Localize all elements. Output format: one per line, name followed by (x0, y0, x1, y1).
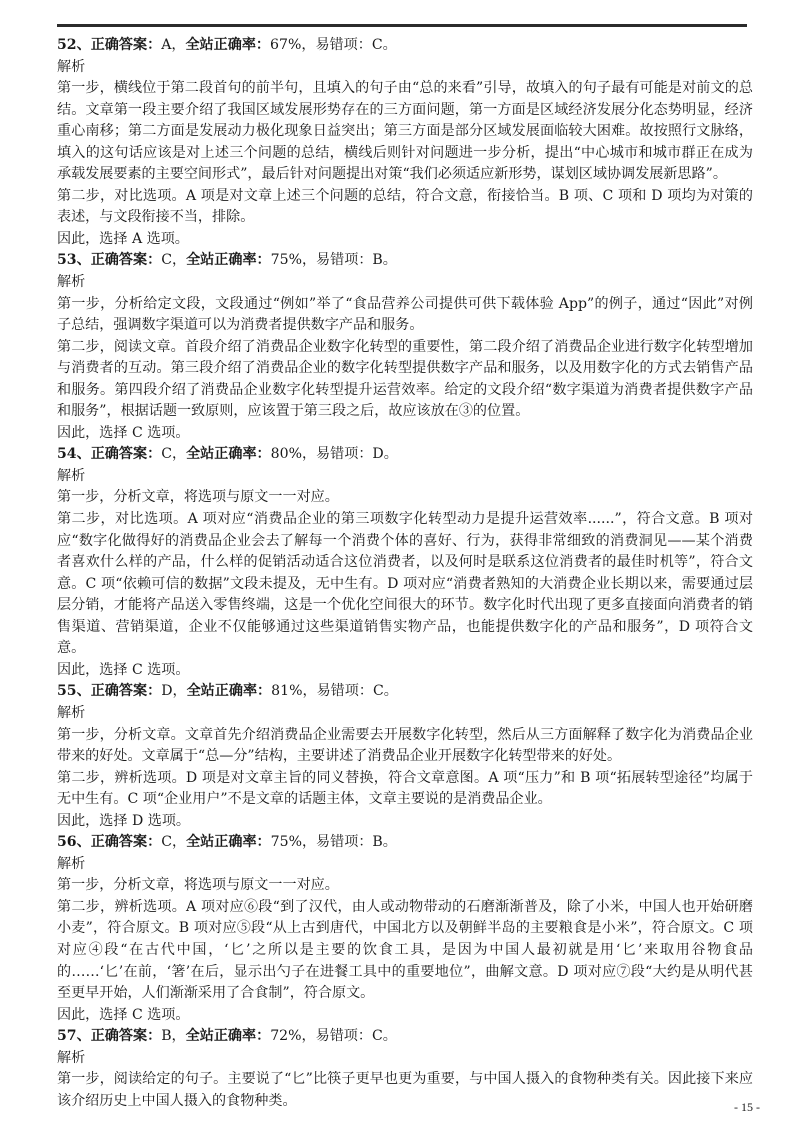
conclusion: 因此，选择 C 选项。 (57, 424, 190, 441)
conclusion: 因此，选择 C 选项。 (57, 1006, 190, 1023)
analysis-label: 解析 (57, 274, 86, 291)
analysis-label: 解析 (57, 1049, 86, 1066)
question-header-55: 55、正确答案：D，全站正确率：81%，易错项：C。 (57, 683, 398, 700)
conclusion: 因此，选择 D 选项。 (57, 812, 191, 829)
question-header-53: 53、正确答案：C，全站正确率：75%，易错项：B。 (57, 252, 397, 269)
paragraph: 第二步，辨析选项。A 项对应⑥段“到了汉代，由人或动物带动的石磨渐渐普及，除了小米，中国人也开始研磨小麦”，符合原文。B 项对应⑤段“从上古到唐代，中国北方以及朝鲜半岛的主要粮食是小米”，符合原文。C 项对应④段“在古代中国，‘匕’之所以是主要的饮食工具，是因为中国人最初就是用‘匕’来取用谷物食品的……‘匕’在前，‘箸’在后，显示出勺子在进餐工具中的重要地位”，曲解文意。D 项对应⑦段“大约是从明代甚至更早开始，人们渐渐采用了合食制”，符合原文。 (57, 898, 753, 1002)
analysis-label: 解析 (57, 704, 86, 721)
conclusion: 因此，选择 C 选项。 (57, 661, 190, 678)
question-header-56: 56、正确答案：C，全站正确率：75%，易错项：B。 (57, 834, 397, 851)
question-header-57: 57、正确答案：B，全站正确率：72%，易错项：C。 (57, 1028, 397, 1045)
analysis-label: 解析 (57, 855, 86, 872)
analysis-label: 解析 (57, 467, 86, 484)
paragraph: 第一步，分析文章，将选项与原文一一对应。 (57, 877, 339, 894)
page-number: - 15 - (734, 1100, 760, 1114)
paragraph: 第一步，横线位于第二段首句的前半句，且填入的句子由“总的来看”引导，故填入的句子最有可能是对前文的总结。文章第一段主要介绍了我国区域发展形势存在的三方面问题，第一方面是区域经济发展分化态势明显，经济重心南移；第二方面是发展动力极化现象日益突出；第三方面是部分区域发展面临较大困难。故按照行文脉络，填入的这句话应该是对上述三个问题的总结，横线后则针对问题进一步分析，提出“中心城市和城市群正在成为承载发展要素的主要空间形式”，最后针对问题提出对策“我们必须适应新形势，谋划区域协调发展新思路”。 (57, 80, 753, 183)
conclusion: 因此，选择 A 选项。 (57, 230, 189, 247)
paragraph: 第二步，对比选项。A 项对应“消费品企业的第三项数字化转型动力是提升运营效率......”，符合文意。B 项对应“数字化做得好的消费品企业会去了解每一个消费个体的喜好、行为，获得非常细致的消费洞见——某个消费者喜欢什么样的产品，什么样的促销活动适合这位消费者，以及何时是联系这位消费者的最佳时机等”，符合文意。C 项“依赖可信的数据”文段未提及，无中生有。D 项对应“消费者熟知的大消费企业长期以来，需要通过层层分销，才能将产品送入零售终端，这是一个优化空间很大的环节。数字化时代出现了更多直接面向消费者的销售渠道、营销渠道，企业不仅能够通过这些渠道销售实物产品，也能提供数字化的产品和服务”，D 项符合文意。 (57, 511, 753, 657)
question-header-54: 54、正确答案：C，全站正确率：80%，易错项：D。 (57, 446, 398, 463)
paragraph: 第二步，对比选项。A 项是对文章上述三个问题的总结，符合文意，衔接恰当。B 项、C 项和 D 项均为对策的表述，与文段衔接不当，排除。 (57, 187, 753, 226)
analysis-label: 解析 (57, 58, 86, 75)
document-body (57, 35, 753, 1112)
header-rule (57, 24, 747, 27)
paragraph: 第二步，辨析选项。D 项是对文章主旨的同义替换，符合文章意图。A 项“压力”和 B 项“拓展转型途径”均属于无中生有。C 项“企业用户”不是文章的话题主体，文章主要说的是消费品企业。 (57, 769, 753, 808)
paragraph: 第一步，分析文章。文章首先介绍消费品企业需要去开展数字化转型，然后从三方面解释了数字化为消费品企业带来的好处。文章属于“总—分”结构，主要讲述了消费品企业开展数字化转型带来的好处。 (57, 726, 753, 765)
question-header-52: 52、正确答案：A，全站正确率：67%，易错项：C。 (57, 37, 397, 53)
paragraph: 第一步，分析给定文段，文段通过“例如”举了“食品营养公司提供可供下载体验 App”的例子，通过“因此”对例子总结，强调数字渠道可以为消费者提供数字产品和服务。 (57, 295, 753, 334)
paragraph: 第一步，分析文章，将选项与原文一一对应。 (57, 489, 339, 506)
paragraph: 第二步，阅读文章。首段介绍了消费品企业数字化转型的重要性，第二段介绍了消费品企业进行数字化转型增加与消费者的互动。第三段介绍了消费品企业的数字化转型提供数字产品和服务，以及用数字化的方式去销售产品和服务。第四段介绍了消费品企业数字化转型提升运营效率。给定的文段介绍“数字渠道为消费者提供数字产品和服务”，根据话题一致原则，应该置于第三段之后，故应该放在③的位置。 (57, 338, 753, 420)
paragraph: 第一步，阅读给定的句子。主要说了“匕”比筷子更早也更为重要，与中国人摄入的食物种类有关。因此接下来应该介绍历史上中国人摄入的食物种类。 (57, 1071, 753, 1109)
